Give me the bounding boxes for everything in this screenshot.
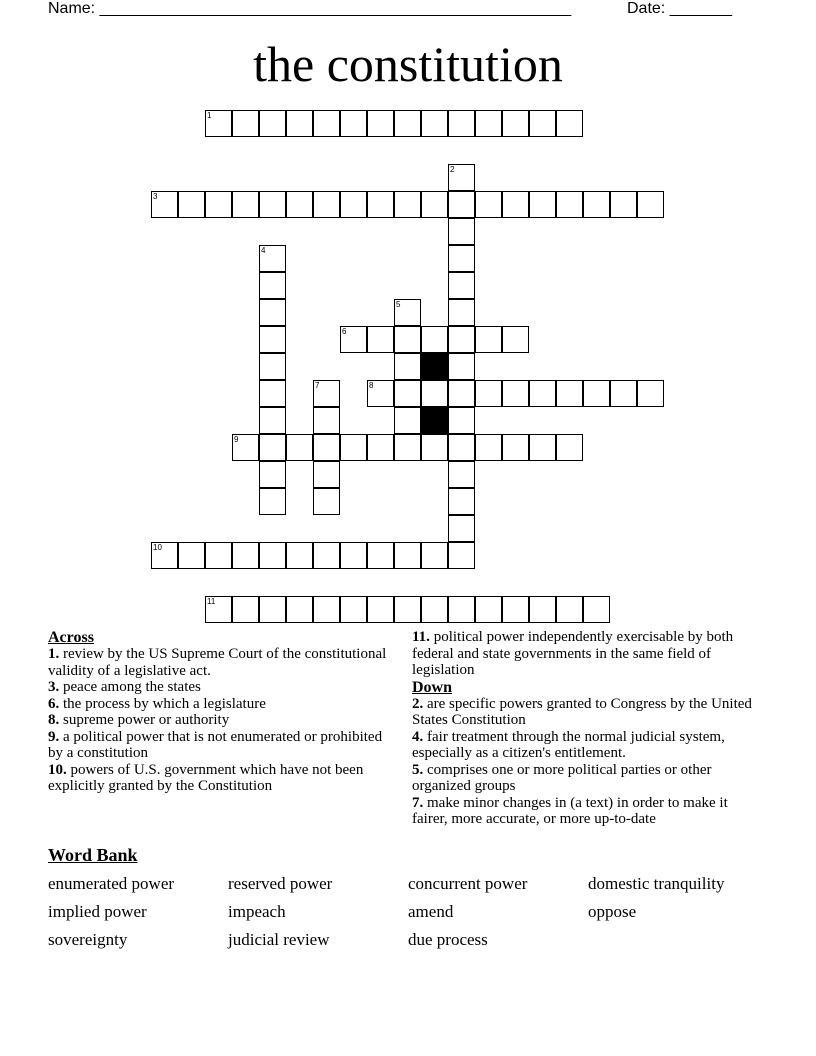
grid-cell[interactable]	[259, 272, 286, 299]
grid-cell[interactable]	[313, 488, 340, 515]
grid-cell[interactable]	[502, 434, 529, 461]
word-bank-item: judicial review	[228, 930, 330, 949]
clue-number: 9.	[48, 728, 60, 745]
word-bank-item: due process	[408, 930, 488, 949]
grid-cell[interactable]	[583, 596, 610, 623]
grid-cell[interactable]	[475, 434, 502, 461]
clue-number-10: 10	[153, 543, 162, 552]
clue-text: political power independently exercisable by both federal and state governments in the same field of legislation	[412, 629, 734, 678]
grid-cell[interactable]	[259, 326, 286, 353]
clue-text: fair treatment through the normal judicial system, especially as a citizen's entitlement.	[412, 728, 725, 761]
grid-cell[interactable]	[232, 110, 259, 137]
clue-number: 10.	[48, 761, 67, 778]
grid-cell[interactable]	[610, 191, 637, 218]
grid-cell[interactable]	[205, 110, 232, 137]
grid-cell[interactable]	[286, 542, 313, 569]
grid-cell[interactable]	[556, 110, 583, 137]
clue-number-1: 1	[207, 111, 212, 120]
date-field: Date: _______	[627, 0, 732, 17]
grid-cell[interactable]	[448, 164, 475, 191]
clue-number-6: 6	[342, 327, 347, 336]
grid-cell[interactable]	[502, 380, 529, 407]
grid-cell[interactable]	[313, 407, 340, 434]
grid-cell[interactable]	[421, 542, 448, 569]
word-bank-item: domestic tranquility	[588, 874, 725, 893]
grid-cell[interactable]	[259, 488, 286, 515]
grid-cell[interactable]	[475, 110, 502, 137]
across-clue	[48, 679, 388, 696]
grid-cell[interactable]	[313, 380, 340, 407]
grid-cell[interactable]	[502, 326, 529, 353]
grid-cell[interactable]	[286, 191, 313, 218]
down-heading: Down	[412, 678, 453, 696]
grid-cell[interactable]	[421, 434, 448, 461]
grid-cell[interactable]	[367, 434, 394, 461]
across-clue-list	[48, 646, 388, 795]
grid-cell[interactable]	[421, 596, 448, 623]
clue-number-9: 9	[234, 435, 239, 444]
clue-text: supreme power or authority	[59, 712, 230, 728]
grid-cell[interactable]	[475, 326, 502, 353]
across-clue	[48, 712, 388, 729]
grid-cell[interactable]	[367, 380, 394, 407]
grid-cell[interactable]	[313, 461, 340, 488]
grid-cell[interactable]	[475, 380, 502, 407]
grid-cell[interactable]	[448, 110, 475, 137]
grid-cell[interactable]	[448, 353, 475, 380]
grid-cell[interactable]	[232, 434, 259, 461]
grid-cell[interactable]	[340, 542, 367, 569]
word-bank-item: impeach	[228, 902, 286, 921]
grid-cell[interactable]	[313, 434, 340, 461]
grid-cell[interactable]	[259, 353, 286, 380]
clue-number-3: 3	[153, 192, 158, 201]
grid-cell[interactable]	[448, 380, 475, 407]
across-clue	[48, 696, 388, 713]
clue-number: 8.	[48, 712, 60, 728]
grid-cell[interactable]	[367, 110, 394, 137]
grid-cell[interactable]	[259, 461, 286, 488]
word-bank-title: Word Bank	[48, 845, 138, 865]
grid-cell[interactable]	[286, 110, 313, 137]
clue-number: 4.	[412, 728, 424, 745]
down-clue	[412, 696, 762, 729]
word-bank-item: amend	[408, 902, 454, 921]
grid-cell[interactable]	[151, 191, 178, 218]
clue-number-8: 8	[369, 381, 374, 390]
word-bank-item: sovereignty	[48, 930, 128, 949]
clue-number: 6.	[48, 695, 60, 712]
grid-cell[interactable]	[394, 326, 421, 353]
grid-cell[interactable]	[232, 191, 259, 218]
page-title: the constitution	[253, 36, 563, 92]
clue-number: 11.	[412, 629, 430, 645]
grid-cell[interactable]	[340, 326, 367, 353]
grid-cell[interactable]	[178, 191, 205, 218]
grid-cell[interactable]	[529, 110, 556, 137]
clue-text: a political power that is not enumerated or prohibited by a constitution	[48, 728, 383, 761]
grid-cell[interactable]	[556, 596, 583, 623]
grid-cell[interactable]	[313, 542, 340, 569]
clue-number-5: 5	[396, 300, 401, 309]
grid-cell[interactable]	[232, 596, 259, 623]
grid-cell[interactable]	[394, 110, 421, 137]
grid-cell[interactable]	[394, 542, 421, 569]
grid-cell[interactable]	[448, 407, 475, 434]
clue-number: 2.	[412, 695, 424, 712]
grid-cell[interactable]	[394, 434, 421, 461]
word-bank-item: reserved power	[228, 874, 333, 893]
grid-cell[interactable]	[637, 380, 664, 407]
grid-cell[interactable]	[448, 542, 475, 569]
clue-text: the process by which a legislature	[59, 695, 266, 712]
clue-text: review by the US Supreme Court of the constitutional validity of a legislative act.	[48, 646, 387, 679]
grid-cell[interactable]	[259, 299, 286, 326]
grid-cell[interactable]	[259, 110, 286, 137]
across-clue	[48, 646, 388, 679]
grid-cell[interactable]	[448, 218, 475, 245]
grid-cell[interactable]	[556, 380, 583, 407]
grid-cell[interactable]	[151, 542, 178, 569]
grid-cell[interactable]	[448, 299, 475, 326]
clue-number: 5.	[412, 761, 424, 778]
grid-cell[interactable]	[394, 596, 421, 623]
grid-cell[interactable]	[475, 191, 502, 218]
down-clue	[412, 795, 762, 828]
grid-cell[interactable]	[583, 191, 610, 218]
clues-right-column	[412, 629, 762, 828]
grid-cell[interactable]	[529, 191, 556, 218]
clue-number-2: 2	[450, 165, 455, 174]
grid-cell[interactable]	[448, 434, 475, 461]
grid-cell[interactable]	[556, 191, 583, 218]
clue-text: peace among the states	[59, 679, 201, 695]
across-clue	[48, 762, 388, 795]
name-field: Name: _____________________________________________________	[48, 0, 572, 17]
down-clue-list	[412, 696, 762, 828]
across-clue-list-continued	[412, 629, 762, 679]
grid-cell[interactable]	[394, 380, 421, 407]
grid-cell[interactable]	[340, 191, 367, 218]
down-clue	[412, 762, 762, 795]
grid-cell[interactable]	[502, 191, 529, 218]
grid-cell[interactable]	[448, 488, 475, 515]
grid-cell[interactable]	[367, 596, 394, 623]
word-bank-item: enumerated power	[48, 874, 175, 893]
clue-number-11: 11	[207, 597, 216, 606]
word-bank-item: concurrent power	[408, 874, 528, 893]
grid-cell[interactable]	[205, 191, 232, 218]
grid-cell[interactable]	[394, 353, 421, 380]
clue-text: powers of U.S. government which have not been explicitly granted by the Constitution	[48, 761, 364, 794]
grid-cell[interactable]	[340, 110, 367, 137]
clue-number-4: 4	[261, 246, 266, 255]
grid-cell[interactable]	[340, 434, 367, 461]
grid-cell[interactable]	[286, 434, 313, 461]
grid-cell[interactable]	[637, 191, 664, 218]
grid-cell[interactable]	[448, 191, 475, 218]
grid-cell[interactable]	[421, 110, 448, 137]
grid-cell[interactable]	[259, 245, 286, 272]
grid-cell[interactable]	[259, 380, 286, 407]
grid-cell[interactable]	[259, 434, 286, 461]
clue-number: 7.	[412, 794, 424, 811]
grid-cell[interactable]	[178, 542, 205, 569]
grid-cell[interactable]	[421, 191, 448, 218]
grid-cell[interactable]	[448, 461, 475, 488]
grid-cell[interactable]	[448, 272, 475, 299]
clue-number-7: 7	[315, 381, 320, 390]
word-bank-item: oppose	[588, 902, 637, 921]
grid-cell[interactable]	[313, 596, 340, 623]
black-cell	[421, 407, 448, 434]
grid-cell[interactable]	[502, 110, 529, 137]
grid-cell[interactable]	[394, 191, 421, 218]
grid-cell[interactable]	[259, 191, 286, 218]
grid-cell[interactable]	[529, 434, 556, 461]
across-heading: Across	[48, 629, 94, 646]
grid-cell[interactable]	[583, 380, 610, 407]
grid-cell[interactable]	[448, 245, 475, 272]
clue-text: are specific powers granted to Congress by the United States Constitution	[412, 695, 752, 728]
grid-cell[interactable]	[232, 542, 259, 569]
grid-cell[interactable]	[448, 515, 475, 542]
grid-cell[interactable]	[259, 596, 286, 623]
clue-number: 1.	[48, 646, 60, 662]
grid-cell[interactable]	[286, 596, 313, 623]
grid-cell[interactable]	[313, 191, 340, 218]
down-clue	[412, 729, 762, 762]
grid-cell[interactable]	[340, 596, 367, 623]
grid-cell[interactable]	[448, 326, 475, 353]
clue-text: comprises one or more political parties or other organized groups	[412, 761, 712, 794]
word-bank-item: implied power	[48, 902, 147, 921]
grid-cell[interactable]	[394, 299, 421, 326]
grid-cell[interactable]	[259, 542, 286, 569]
black-cell	[421, 353, 448, 380]
across-clue	[412, 629, 762, 679]
grid-cell[interactable]	[502, 596, 529, 623]
grid-cell[interactable]	[367, 326, 394, 353]
grid-cell[interactable]	[205, 542, 232, 569]
grid-cell[interactable]	[529, 596, 556, 623]
grid-cell[interactable]	[421, 326, 448, 353]
grid-cell[interactable]	[610, 380, 637, 407]
grid-cell[interactable]	[367, 542, 394, 569]
grid-cell[interactable]	[421, 380, 448, 407]
grid-cell[interactable]	[259, 407, 286, 434]
grid-cell[interactable]	[394, 407, 421, 434]
grid-cell[interactable]	[205, 596, 232, 623]
grid-cell[interactable]	[448, 596, 475, 623]
grid-cell[interactable]	[529, 380, 556, 407]
across-clue	[48, 729, 388, 762]
clue-text: make minor changes in (a text) in order to make it fairer, more accurate, or more up-to-date	[412, 794, 728, 827]
grid-cell[interactable]	[556, 434, 583, 461]
grid-cell[interactable]	[313, 110, 340, 137]
clue-number: 3.	[48, 679, 60, 695]
grid-cell[interactable]	[367, 191, 394, 218]
clues-left-column	[48, 629, 388, 795]
grid-cell[interactable]	[475, 596, 502, 623]
